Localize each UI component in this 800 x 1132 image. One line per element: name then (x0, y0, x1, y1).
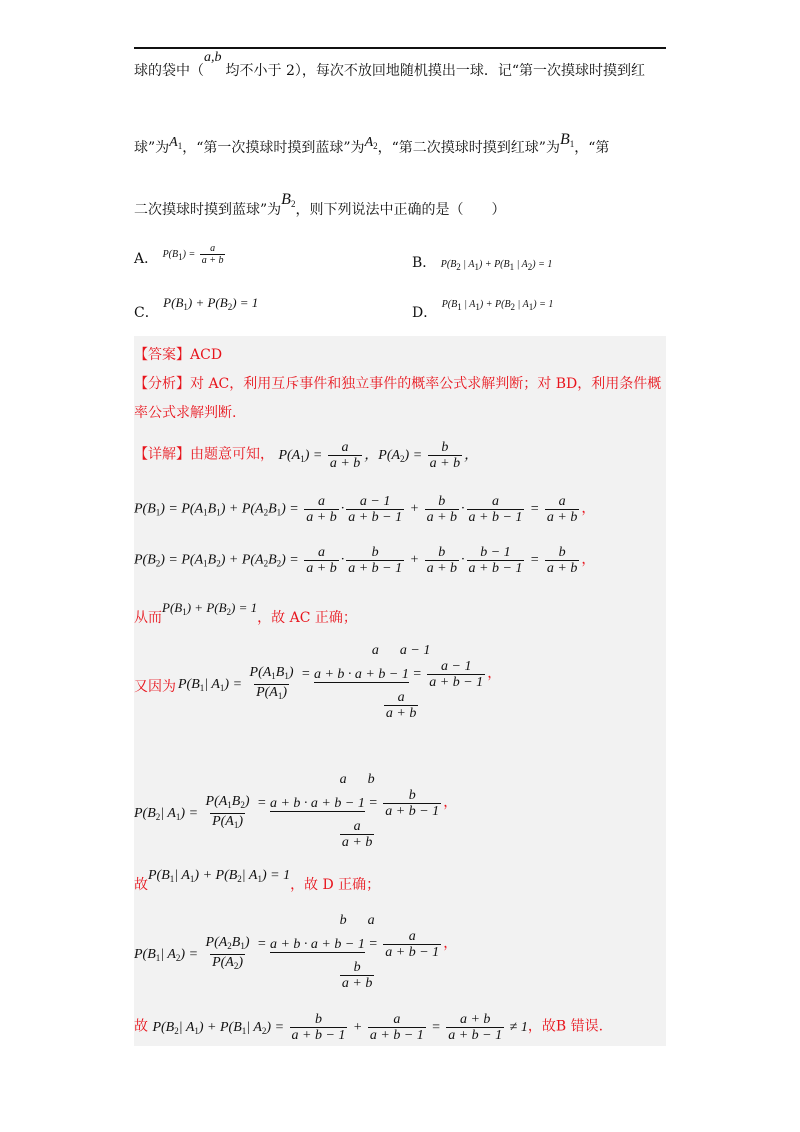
top-rule (134, 47, 666, 49)
option-b[interactable]: B． P(B2 | A1) + P(B1 | A2) = 1 (412, 255, 553, 272)
gu-b-line: 故 $P(B_2|$ $A_1) + P(B_1|$ $A_2$) = $\frac{b}{a + b - 1}$ + $\frac{a}{a + b - 1}$ = $\frac{a + b}{a + b - 1}$ ≠ 1，故B 错误. (134, 1012, 604, 1043)
option-a[interactable]: A． $^{P(B1) = \frac{a}{a + b}}$ (134, 243, 224, 267)
analysis-line-2: 率公式求解判断. (134, 405, 237, 421)
option-c[interactable]: C． $P(B_1) + P(B_2) = 1$ (134, 295, 259, 321)
answer-value: ACD (190, 347, 223, 363)
detail-line-1: 【详解】由题意可知， $P(A_1)$ = $\frac{a}{a + b}$ ，$P(A_2)$ = $\frac{b}{a + b}$ ， (134, 440, 479, 471)
question-line-3: 二次摸球时摸到蓝球”为$B_2$，则下列说法中正确的是（ ） (134, 191, 506, 218)
question-line-2: 球”为$A_1$，“第一次摸球时摸到蓝球”为$A_2$，“第二次摸球时摸到红球”为$B_1$，“第 (134, 131, 610, 156)
you-yin-wei-label: 又因为 (134, 679, 176, 695)
analysis-line-1: 【分析】对 AC，利用互斥事件和独立事件的概率公式求解判断；对 BD，利用条件概 (134, 376, 662, 392)
eq-pb1-given-a2: $P(B_1|$ $A_2$) = $\frac{P(A_2B_1)}{P(A_2)}$ b a = a + b · a + b − 1 = $\frac{a}{a + b - 1}$ ， $\frac{b}{a + b}$ (134, 913, 458, 991)
eq-pb2: $P(B_2) = P(A_1B_2) + P(A_2B_2)$ = $\frac{a}{a + b}$ · $\frac{b}{a + b - 1}$ + $\frac{b}{a + b}$ · $\frac{b - 1}{a + b - 1}$ = $\frac{b}{a + b}$ ， (134, 545, 596, 576)
answer-line (134, 344, 222, 364)
gu-d-line: 故$P(B_1|$ $A_1) + P(B_2|$ $A_1) = 1$，故 D 正确； (134, 868, 381, 893)
option-d[interactable]: D． P(B1 | A1) + P(B2 | A1) = 1 (412, 299, 554, 321)
eq-pb1: $P(B_1) = P(A_1B_1) + P(A_2B_1)$ = $\frac{a}{a + b}$ · $\frac{a - 1}{a + b - 1}$ + $\frac{b}{a + b}$ · $\frac{a}{a + b - 1}$ = $\frac{a}{a + b}$ ， (134, 494, 596, 525)
question-text: 球的袋中（ (134, 63, 204, 79)
variables-ab: a,b (204, 50, 222, 65)
answer-label: 【答案】 (134, 347, 190, 363)
cong-er-line: 从而$P(B_1) + P(B_2) = 1$，故 AC 正确； (134, 600, 357, 626)
question-text: 均不小于 2），每次不放回地随机摸出一球．记“第一次摸球时摸到红 (225, 63, 646, 79)
eq-pb1-given-a1: $P(B_1|$ $A_1$) = $\frac{P(A_1B_1)}{P(A_1)}$ a a − 1 = a + b · a + b − 1 = $\frac{a - 1}{a + b - 1}$ ， $\frac{a}{a + b}$ (178, 643, 502, 721)
eq-pb2-given-a1: $P(B_2|$ $A_1$) = $\frac{P(A_1B_2)}{P(A_1)}$ a b = a + b · a + b − 1 = $\frac{b}{a + b - 1}$ ， $\frac{a}{a + b}$ (134, 772, 458, 850)
question-line-1 (134, 50, 646, 80)
